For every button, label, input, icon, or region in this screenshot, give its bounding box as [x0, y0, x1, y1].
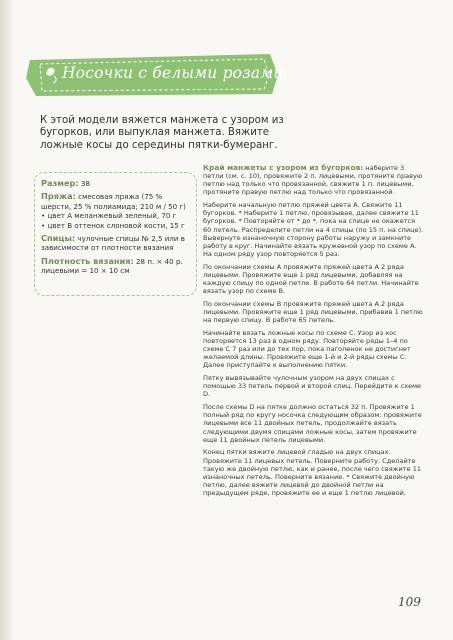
yarn-label: Пряжа:: [41, 191, 76, 202]
size-value: 38: [78, 179, 90, 188]
needles-spec: [41, 234, 190, 253]
yarn-spec: [41, 192, 190, 230]
gauge-label: Плотность вязания:: [41, 255, 134, 266]
yarn-color-a: • цвет А меланжевый зеленый, 70 г: [41, 211, 177, 221]
yarn-color-b: • цвет В оттенок слоновой кости, 15 г: [41, 220, 185, 230]
gauge-value: 28 п. × 40 р. лицевыми = 10 × 10 см: [41, 256, 183, 276]
page-gutter-shadow: [0, 0, 14, 640]
page-title: Носочки с белыми розами: [62, 64, 284, 82]
size-spec: [41, 179, 190, 188]
gauge-spec: [41, 257, 190, 276]
instruction-paragraph: По окончании схемы А провяжите пряжей цвета А 2 ряда лицевыми. Провяжите еще 1 ряд лицевыми, добавляя на каждую спицу по одной петле. В работе 64 петли. Начинайте вязать узор по схеме В.: [203, 262, 419, 296]
instruction-text: наберите 3 петли (см. с. 10), провяжите 2 п. лицевыми, протяните правую петлю над только что провязанной, свяжите 1 п. лицевыми, протяните правую петлю над только что провязанной.: [203, 164, 423, 197]
instruction-paragraph: Начинайте вязать ложные косы по схеме С. Узор из кос повторяется 13 раз в одном ряду. Повторяйте ряды 1–4 по схеме С 7 раз или до тех пор, пока паголенок не достигнет желаемой длины. Провяжите еще 1-й и 2-й ряды схемы С. Далее приступайте к выполнению пятки.: [203, 328, 411, 370]
intro-text: К этой модели вяжется манжета с узором из бугорков, или выпуклая манжета. Вяжите ложные косы до середины пятки-бумеранг.: [40, 115, 284, 151]
instruction-paragraph: Пятку вывязывайте чулочным узором на двух спицах с помощью 33 петель первой и второй спиц. Перейдите к схеме D.: [203, 374, 422, 399]
instructions-column: [203, 164, 425, 502]
instruction-paragraph: [203, 164, 425, 197]
instruction-lead-label: Край манжеты с узором из бугорков:: [203, 163, 364, 172]
page-number: 109: [398, 595, 421, 609]
needles-label: Спицы:: [41, 233, 76, 244]
specifications-box: [34, 172, 197, 296]
instruction-paragraph: Конец пятки вяжите лицевой гладью на двух спицах. Провяжите 11 лицевых петель. Поверните работу. Сделайте такую же двойную петлю, как и ранее, после чего свяжите 11 изнаночных петель. Поверните вязание. * Свяжите двойную петлю, далее вяжите лицевой до двойной петли на предыдущем ряде, провяжите ее и еще 1 петлю лицевой.: [203, 448, 422, 498]
instruction-paragraph: После схемы D на пятке должно остаться 32 п. Провяжите 1 полный ряд по кругу носочка следующим образом: провяжите лицевыми все 11 двойных петель, продолжайте вязать следующими двумя спицами ложные косы, затем провяжите еще 11 двойных петель лицевыми.: [203, 403, 422, 444]
needles-value: чулочные спицы № 2,5 или в зависимости от плотности вязания: [41, 234, 185, 253]
size-label: Размер:: [41, 178, 79, 188]
yarn-value: смесовая пряжа (75 % шерсти, 25 % полиамида; 210 м / 50 г): [41, 192, 186, 211]
title-banner: [26, 54, 284, 96]
instruction-paragraph: Наберите начальную петлю пряжей цвета А. Свяжите 11 бугорков. * Наберите 1 петлю, провязывая, далее свяжите 11 бугорков. * Повторяйте от * до *, пока на спице не окажется 60 петель. Распределите петли на 4 спицы (по 15 п. на спице). Вывернуте изнаночную сторону работы наружу и замкните работу в круг. Начинайте вязать кружевной узор по схеме А. На одном ряду узор повторяется 5 раз.: [203, 201, 424, 259]
instruction-paragraph: По окончании схемы В провяжите пряжей цвета А 2 ряда лицевыми. Провяжите еще 1 ряд лицевыми, прибавив 1 петлю на первую спицу. В работе 65 петель.: [203, 299, 423, 325]
